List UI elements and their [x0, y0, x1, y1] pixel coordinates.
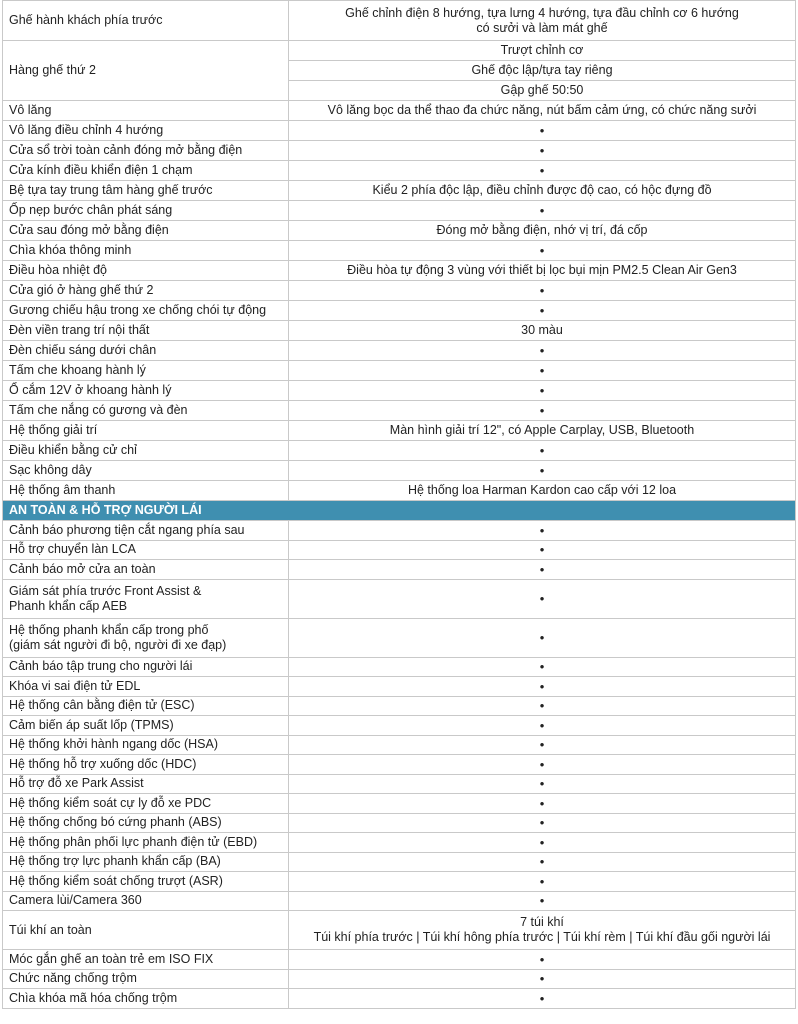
spec-value: Kiểu 2 phía độc lập, điều chỉnh được độ cao, có hộc đựng đồ	[289, 181, 796, 201]
spec-value-bullet: •	[289, 461, 796, 481]
spec-row	[3, 161, 796, 181]
spec-row	[3, 281, 796, 301]
spec-row	[3, 911, 796, 950]
spec-label: Cửa gió ở hàng ghế thứ 2	[3, 281, 289, 301]
spec-row	[3, 813, 796, 833]
spec-value-bullet: •	[289, 361, 796, 381]
spec-value-bullet: •	[289, 891, 796, 911]
spec-value-bullet: •	[289, 969, 796, 989]
spec-value-bullet: •	[289, 618, 796, 657]
spec-value-bullet: •	[289, 657, 796, 677]
spec-row	[3, 121, 796, 141]
spec-label: Ốp nẹp bước chân phát sáng	[3, 201, 289, 221]
spec-label: Hệ thống chống bó cứng phanh (ABS)	[3, 813, 289, 833]
spec-value: Điều hòa tự động 3 vùng với thiết bị lọc bụi mịn PM2.5 Clean Air Gen3	[289, 261, 796, 281]
spec-label: Hệ thống kiểm soát chống trượt (ASR)	[3, 872, 289, 892]
spec-row	[3, 969, 796, 989]
spec-value-bullet: •	[289, 852, 796, 872]
spec-row	[3, 891, 796, 911]
spec-value	[289, 911, 796, 950]
spec-value-bullet: •	[289, 560, 796, 580]
spec-value-bullet: •	[289, 677, 796, 697]
spec-row	[3, 441, 796, 461]
spec-row	[3, 579, 796, 618]
spec-value-line: Túi khí phía trước | Túi khí hông phía trước | Túi khí rèm | Túi khí đầu gối người lái	[313, 930, 771, 944]
spec-table	[2, 0, 796, 1009]
spec-label: Cảm biến áp suất lốp (TPMS)	[3, 716, 289, 736]
spec-label: Hàng ghế thứ 2	[3, 41, 289, 101]
spec-row	[3, 989, 796, 1009]
spec-value: Đóng mở bằng điện, nhớ vị trí, đá cốp	[289, 221, 796, 241]
spec-row	[3, 1, 796, 41]
spec-label: Cảnh báo mở cửa an toàn	[3, 560, 289, 580]
spec-value-bullet: •	[289, 794, 796, 814]
spec-label: Bệ tựa tay trung tâm hàng ghế trước	[3, 181, 289, 201]
spec-label: Điều hòa nhiệt độ	[3, 261, 289, 281]
spec-label-line: (giám sát người đi bộ, người đi xe đạp)	[9, 637, 227, 652]
spec-row	[3, 261, 796, 281]
spec-value: Trượt chỉnh cơ	[289, 41, 796, 61]
spec-row	[3, 341, 796, 361]
spec-table-body	[3, 1, 796, 1009]
spec-value: Vô lăng bọc da thể thao đa chức năng, nút bấm cảm ứng, có chức năng sưởi	[289, 101, 796, 121]
spec-value-bullet: •	[289, 755, 796, 775]
spec-value-bullet: •	[289, 341, 796, 361]
spec-row	[3, 221, 796, 241]
spec-label: Cảnh báo phương tiện cắt ngang phía sau	[3, 521, 289, 541]
spec-row	[3, 833, 796, 853]
spec-label: Điều khiển bằng cử chỉ	[3, 441, 289, 461]
spec-label: Hỗ trợ chuyển làn LCA	[3, 540, 289, 560]
spec-label: Chức năng chống trộm	[3, 969, 289, 989]
spec-label: Hệ thống cân bằng điện tử (ESC)	[3, 696, 289, 716]
spec-row	[3, 540, 796, 560]
spec-label: Tấm che nắng có gương và đèn	[3, 401, 289, 421]
spec-label: Camera lùi/Camera 360	[3, 891, 289, 911]
spec-label: Túi khí an toàn	[3, 911, 289, 950]
section-header-row	[3, 501, 796, 521]
spec-value-bullet: •	[289, 161, 796, 181]
spec-row	[3, 657, 796, 677]
spec-row	[3, 774, 796, 794]
spec-value-bullet: •	[289, 833, 796, 853]
spec-value-bullet: •	[289, 521, 796, 541]
spec-value-bullet: •	[289, 950, 796, 970]
spec-row	[3, 618, 796, 657]
spec-label: Hệ thống phân phối lực phanh điện tử (EBD)	[3, 833, 289, 853]
spec-label: Hệ thống hỗ trợ xuống dốc (HDC)	[3, 755, 289, 775]
spec-value-bullet: •	[289, 381, 796, 401]
spec-value-line: Ghế chỉnh điện 8 hướng, tựa lưng 4 hướng, tựa đầu chỉnh cơ 6 hướng	[345, 5, 739, 20]
spec-row	[3, 301, 796, 321]
spec-label: Cửa sổ trời toàn cảnh đóng mở bằng điện	[3, 141, 289, 161]
spec-label: Hỗ trợ đỗ xe Park Assist	[3, 774, 289, 794]
spec-label: Hệ thống khởi hành ngang dốc (HSA)	[3, 735, 289, 755]
spec-label: Đèn viền trang trí nội thất	[3, 321, 289, 341]
spec-row	[3, 696, 796, 716]
spec-label: Móc gắn ghế an toàn trẻ em ISO FIX	[3, 950, 289, 970]
spec-label: Tấm che khoang hành lý	[3, 361, 289, 381]
spec-row	[3, 101, 796, 121]
spec-value-bullet: •	[289, 401, 796, 421]
spec-value-bullet: •	[289, 441, 796, 461]
spec-label: Ghế hành khách phía trước	[3, 1, 289, 41]
spec-value: 30 màu	[289, 321, 796, 341]
spec-value-bullet: •	[289, 281, 796, 301]
spec-label: Hệ thống trợ lực phanh khẩn cấp (BA)	[3, 852, 289, 872]
spec-row	[3, 361, 796, 381]
spec-label: Hệ thống âm thanh	[3, 481, 289, 501]
spec-value-bullet: •	[289, 579, 796, 618]
spec-label: Hệ thống kiểm soát cự ly đỗ xe PDC	[3, 794, 289, 814]
spec-label-line: Giám sát phía trước Front Assist &	[9, 583, 202, 598]
spec-value-bullet: •	[289, 989, 796, 1009]
section-title: AN TOÀN & HỖ TRỢ NGƯỜI LÁI	[3, 501, 796, 521]
spec-label	[3, 618, 289, 657]
spec-value: Ghế độc lập/tựa tay riêng	[289, 61, 796, 81]
spec-label: Vô lăng	[3, 101, 289, 121]
spec-value: Màn hình giải trí 12", có Apple Carplay, USB, Bluetooth	[289, 421, 796, 441]
spec-label-line: Phanh khẩn cấp AEB	[9, 598, 128, 613]
spec-label: Đèn chiếu sáng dưới chân	[3, 341, 289, 361]
spec-row	[3, 735, 796, 755]
spec-value-bullet: •	[289, 540, 796, 560]
spec-value-bullet: •	[289, 121, 796, 141]
spec-row	[3, 321, 796, 341]
spec-label-line: Hệ thống phanh khẩn cấp trong phố	[9, 622, 209, 637]
spec-value-bullet: •	[289, 141, 796, 161]
spec-label: Khóa vi sai điện tử EDL	[3, 677, 289, 697]
spec-value: Gập ghế 50:50	[289, 81, 796, 101]
spec-value-bullet: •	[289, 735, 796, 755]
spec-label: Vô lăng điều chỉnh 4 hướng	[3, 121, 289, 141]
spec-row	[3, 677, 796, 697]
spec-row	[3, 41, 796, 61]
spec-label: Chìa khóa thông minh	[3, 241, 289, 261]
spec-row	[3, 852, 796, 872]
spec-label: Cảnh báo tập trung cho người lái	[3, 657, 289, 677]
spec-label: Cửa kính điều khiển điện 1 chạm	[3, 161, 289, 181]
spec-value-bullet: •	[289, 201, 796, 221]
spec-row	[3, 872, 796, 892]
spec-row	[3, 461, 796, 481]
spec-value-bullet: •	[289, 872, 796, 892]
spec-row	[3, 141, 796, 161]
spec-row	[3, 401, 796, 421]
spec-row	[3, 521, 796, 541]
spec-row	[3, 241, 796, 261]
spec-value-bullet: •	[289, 241, 796, 261]
spec-label	[3, 579, 289, 618]
spec-value-bullet: •	[289, 813, 796, 833]
spec-value-line: 7 túi khí	[520, 915, 564, 929]
spec-value-line: có sưởi và làm mát ghế	[476, 20, 608, 35]
spec-value-bullet: •	[289, 696, 796, 716]
spec-row	[3, 794, 796, 814]
spec-value: Hệ thống loa Harman Kardon cao cấp với 12 loa	[289, 481, 796, 501]
spec-label: Chìa khóa mã hóa chống trộm	[3, 989, 289, 1009]
spec-label: Ổ cắm 12V ở khoang hành lý	[3, 381, 289, 401]
spec-row	[3, 201, 796, 221]
spec-value-bullet: •	[289, 716, 796, 736]
spec-row	[3, 481, 796, 501]
spec-row	[3, 181, 796, 201]
spec-label: Gương chiếu hậu trong xe chống chói tự động	[3, 301, 289, 321]
spec-row	[3, 755, 796, 775]
spec-row	[3, 950, 796, 970]
spec-row	[3, 560, 796, 580]
spec-row	[3, 381, 796, 401]
spec-row	[3, 421, 796, 441]
spec-value-bullet: •	[289, 301, 796, 321]
spec-label: Sạc không dây	[3, 461, 289, 481]
spec-value	[289, 1, 796, 41]
spec-label: Hệ thống giải trí	[3, 421, 289, 441]
spec-row	[3, 716, 796, 736]
spec-value-bullet: •	[289, 774, 796, 794]
spec-label: Cửa sau đóng mở bằng điện	[3, 221, 289, 241]
